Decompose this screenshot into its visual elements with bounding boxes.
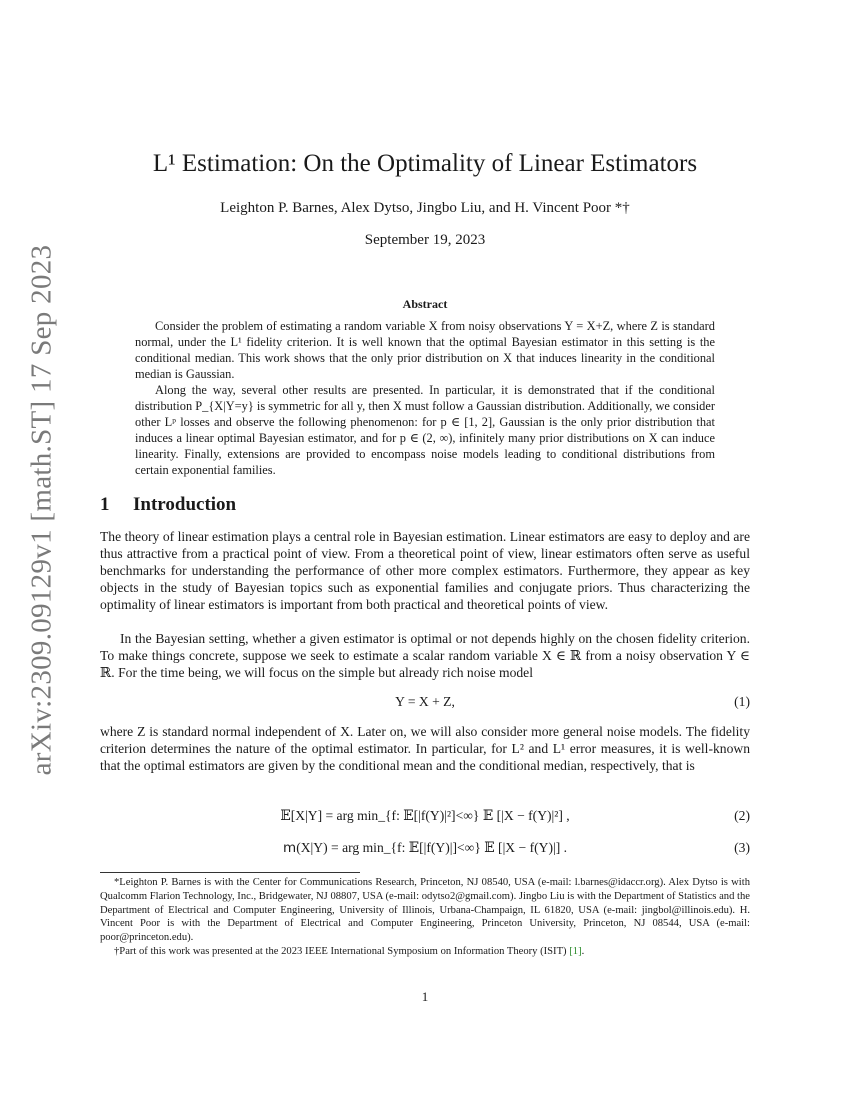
abstract-paragraph-2: Along the way, several other results are presented. In particular, it is demonstrated that if the conditional distribution P_{X|Y=y} is symmetric for all y, then X must follow a Gaussian distribution. Additionally, we consider other Lᵖ losses and observe the following phenomenon: for p ∈ [1, 2], Gaussian is the only prior distribution that induces a linear optimal Bayesian estimator, and for p ∈ (2, ∞), infinitely many prior distributions on X can induce linearity. Finally, extensions are provided to encompass noise models leading to conditional distributions from certain exponential families. [135, 383, 715, 477]
equation-3 [100, 840, 750, 860]
footnote-isit-text: †Part of this work was presented at the 2023 IEEE International Symposium on Information Theory (ISIT) [114, 945, 567, 957]
body-paragraph-2: In the Bayesian setting, whether a given estimator is optimal or not depends highly on the chosen fidelity criterion. To make things concrete, suppose we seek to estimate a scalar random variable X ∈ ℝ from a noisy observation Y ∈ ℝ. For the time being, we will focus on the simple but already rich noise model [100, 631, 750, 680]
body-paragraph-2-block [100, 630, 750, 681]
abstract-paragraph-1: Consider the problem of estimating a random variable X from noisy observations Y = X+Z, where Z is standard normal, under the L¹ fidelity criterion. It is well known that the optimal Bayesian estimator in this setting is the conditional median. This work shows that the only prior distribution on X that induces linearity in the conditional median is Gaussian. [135, 319, 715, 381]
section-heading [100, 494, 236, 516]
citation-link-1[interactable]: [1] [569, 945, 582, 957]
equation-2 [100, 808, 750, 828]
abstract-body [135, 318, 715, 478]
paper-authors: Leighton P. Barnes, Alex Dytso, Jingbo Liu, and H. Vincent Poor *† [220, 200, 630, 216]
abstract-heading: Abstract [402, 297, 448, 311]
equation-1 [100, 694, 750, 714]
section-title: Introduction [133, 494, 237, 515]
body-paragraph-3: where Z is standard normal independent of X. Later on, we will also consider more general noise models. The fidelity criterion determines the nature of the optimal estimator. In particular, for L² and L¹ error measures, it is well-known that the optimal estimators are given by the conditional mean and the conditional median, respectively, that is [100, 724, 750, 773]
paper-title: L¹ Estimation: On the Optimality of Linear Estimators [152, 150, 698, 177]
footnote-rule [100, 872, 360, 873]
equation-3-text: 𝗆(X|Y) = arg min_{f: 𝔼[|f(Y)|]<∞} 𝔼 [|X − f(Y)|] . [282, 840, 568, 855]
body-paragraph-1-block [100, 528, 750, 613]
arxiv-id: arXiv:2309.09129v1 [math.ST] 17 Sep 2023 [25, 244, 58, 776]
section-number: 1 [100, 494, 110, 515]
equation-2-text: 𝔼[X|Y] = arg min_{f: 𝔼[|f(Y)|²]<∞} 𝔼 [|X − f(Y)|²] , [280, 808, 570, 823]
body-paragraph-1: The theory of linear estimation plays a central role in Bayesian estimation. Linear estimators are easy to deploy and are thus attractive from a practical point of view. From a theoretical point of view, linear estimators often serve as useful benchmarks for understanding the performance of other more complex estimators. Furthermore, they appear as key objects in the study of Bayesian topics such as exponential families and conjugate priors. Thus characterizing the optimality of linear estimators is important from both practical and theoretical points of view. [100, 529, 750, 612]
body-paragraph-3-block [100, 723, 750, 774]
footnote-isit: †Part of this work was presented at the 2023 IEEE International Symposium on Information Theory (ISIT) [1]. [114, 945, 585, 957]
page-number: 1 [421, 989, 429, 1004]
equation-2-number: (2) [734, 808, 750, 823]
equation-1-number: (1) [734, 694, 750, 709]
footnotes [100, 876, 750, 959]
paper-date: September 19, 2023 [364, 232, 486, 248]
footnote-affiliations: *Leighton P. Barnes is with the Center for Communications Research, Princeton, NJ 08540, USA (e-mail: l.barnes@idaccr.org). Alex Dytso is with Qualcomm Flarion Technology, Inc., Bridgewater, NJ 08807, USA (e-mail: odytso2@gmail.com). Jingbo Liu is with the Department of Statistics and the Department of Electrical and Computer Engineering, University of Illinois, Urbana-Champaign, IL 61820, USA (e-mail: jingbol@illinois.edu). H. Vincent Poor is with the Department of Electrical and Computer Engineering, Princeton University, Princeton, NJ 08544, USA (e-mail: poor@princeton.edu). [100, 877, 750, 944]
equation-3-number: (3) [734, 840, 750, 855]
arxiv-stamp [22, 244, 62, 776]
equation-1-text: Y = X + Z, [395, 694, 455, 709]
